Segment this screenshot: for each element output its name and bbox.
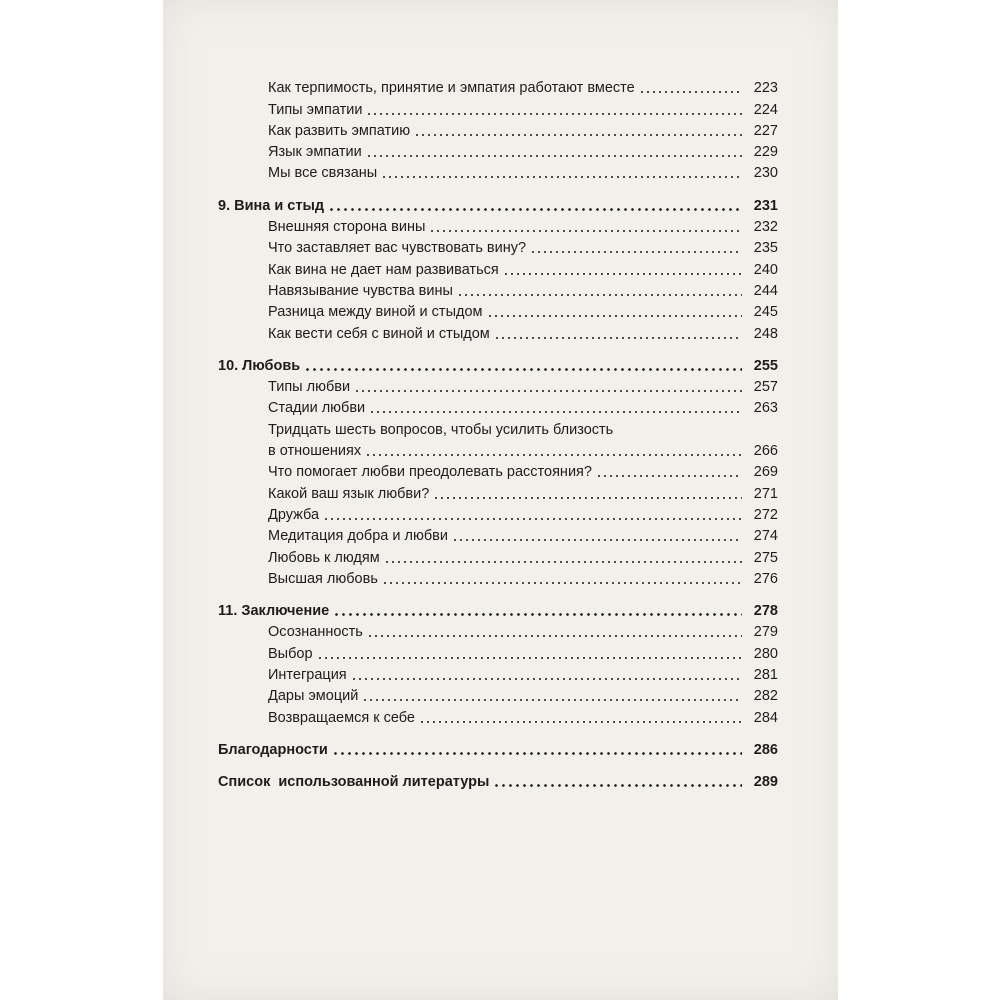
leader-dots xyxy=(384,561,742,563)
toc-entry-page: 279 xyxy=(753,624,778,641)
toc-entry-page: 240 xyxy=(753,261,778,278)
toc-entry-title: Как вести себя с виной и стыдом xyxy=(268,325,490,342)
toc-entry-page: 244 xyxy=(753,282,778,299)
leader-dots xyxy=(493,784,742,787)
toc-entry xyxy=(218,620,778,641)
leader-dots xyxy=(351,678,742,680)
leader-dots xyxy=(304,368,742,371)
toc-entry-page: 272 xyxy=(753,506,778,523)
toc-entry xyxy=(218,161,778,182)
toc-entry-title: Как терпимость, принятие и эмпатия работают вместе xyxy=(268,80,635,97)
toc-chapter xyxy=(218,738,778,759)
chapter-title: Список использованной литературы xyxy=(218,774,490,791)
toc-entry xyxy=(218,439,778,460)
toc-entry-page: 282 xyxy=(753,688,778,705)
toc-entry-page: 257 xyxy=(753,379,778,396)
toc-entry xyxy=(218,76,778,97)
toc-chapter xyxy=(218,770,778,791)
toc-entry-title: Дары эмоций xyxy=(268,688,359,705)
leader-dots xyxy=(366,113,742,115)
toc-entry xyxy=(218,545,778,566)
toc-entry-title: Внешняя сторона вины xyxy=(268,219,426,236)
toc-entry-title: Интеграция xyxy=(268,667,347,684)
toc-entry-title: Любовь к людям xyxy=(268,549,380,566)
chapter-title: Благодарности xyxy=(218,741,328,758)
leader-dots xyxy=(369,411,742,413)
toc-entry-page: 229 xyxy=(753,144,778,161)
toc-entry-page: 263 xyxy=(753,400,778,417)
toc-entry xyxy=(218,481,778,502)
leader-dots xyxy=(366,155,742,157)
leader-dots xyxy=(367,635,742,637)
toc-entry-page: 230 xyxy=(753,165,778,182)
toc-entry-page: 281 xyxy=(753,667,778,684)
leader-dots xyxy=(382,582,742,584)
leader-dots xyxy=(530,251,742,253)
chapter-page: 231 xyxy=(753,197,778,214)
leader-dots xyxy=(494,337,742,339)
toc-entry xyxy=(218,321,778,342)
toc-entry-title: Какой ваш язык любви? xyxy=(268,485,430,502)
toc-entry-page: 276 xyxy=(753,570,778,587)
toc-entry-title: Высшая любовь xyxy=(268,570,378,587)
toc-entry xyxy=(218,215,778,236)
toc-chapter xyxy=(218,599,778,620)
toc-entry xyxy=(218,705,778,726)
toc-entry-title: Дружба xyxy=(268,506,320,523)
toc-entry-title: Что заставляет вас чувствовать вину? xyxy=(268,240,527,257)
toc-entry-page: 275 xyxy=(753,549,778,566)
chapter-page: 278 xyxy=(753,603,778,620)
leader-dots xyxy=(429,230,742,232)
toc-entry-title: Типы любви xyxy=(268,379,351,396)
toc-entry xyxy=(218,140,778,161)
toc-entry-title: Как вина не дает нам развиваться xyxy=(268,261,499,278)
toc-entry-title: Навязывание чувства вины xyxy=(268,282,453,299)
chapter-page: 286 xyxy=(753,741,778,758)
toc-chapter xyxy=(218,193,778,214)
toc-entry-page: 269 xyxy=(753,464,778,481)
toc-entry-title: Возвращаемся к себе xyxy=(268,709,415,726)
leader-dots xyxy=(381,176,742,178)
leader-dots xyxy=(365,454,742,456)
toc-entry xyxy=(218,503,778,524)
chapter-title: 10. Любовь xyxy=(218,357,301,374)
toc-chapter xyxy=(218,354,778,375)
toc-entry-page: 266 xyxy=(753,443,778,460)
leader-dots xyxy=(596,475,742,477)
toc-entry-title: Медитация добра и любви xyxy=(268,528,448,545)
toc-entry-title: Как развить эмпатию xyxy=(268,122,411,139)
leader-dots xyxy=(433,497,742,499)
toc-entry-title-line1: Тридцать шесть вопросов, чтобы усилить близость xyxy=(268,421,614,438)
toc-entry xyxy=(218,684,778,705)
leader-dots xyxy=(323,518,742,520)
leader-dots xyxy=(503,273,742,275)
toc-entry xyxy=(218,97,778,118)
toc-entry-page: 224 xyxy=(753,101,778,118)
toc-entry-page: 227 xyxy=(753,122,778,139)
toc-entry-page: 223 xyxy=(753,80,778,97)
leader-dots xyxy=(333,613,742,616)
toc-entry xyxy=(218,396,778,417)
toc-entry-page: 232 xyxy=(753,219,778,236)
toc-entry xyxy=(218,279,778,300)
toc-entry xyxy=(218,663,778,684)
leader-dots xyxy=(332,752,742,755)
chapter-title: 9. Вина и стыд xyxy=(218,197,325,214)
chapter-title: 11. Заключение xyxy=(218,603,330,620)
toc-entry-page: 248 xyxy=(753,325,778,342)
toc-entry-title: Мы все связаны xyxy=(268,165,378,182)
toc-entry xyxy=(218,641,778,662)
toc-entry-title: Осознанность xyxy=(268,624,363,641)
toc-entry-page: 245 xyxy=(753,304,778,321)
leader-dots xyxy=(452,539,742,541)
toc-entry xyxy=(218,257,778,278)
toc-entry-title: в отношениях xyxy=(268,443,362,460)
toc-entry xyxy=(218,460,778,481)
toc-entry-page: 271 xyxy=(753,485,778,502)
toc-entry-page: 280 xyxy=(753,645,778,662)
leader-dots xyxy=(328,208,742,211)
toc-entry xyxy=(218,236,778,257)
leader-dots xyxy=(639,91,742,93)
toc-entry xyxy=(218,300,778,321)
leader-dots xyxy=(317,657,742,659)
toc-entry-title: Типы эмпатии xyxy=(268,101,363,118)
toc-entry-page: 274 xyxy=(753,528,778,545)
chapter-page: 289 xyxy=(753,774,778,791)
leader-dots xyxy=(457,294,742,296)
chapter-page: 255 xyxy=(753,357,778,374)
toc-entry-title: Разница между виной и стыдом xyxy=(268,304,483,321)
toc-entry-title: Выбор xyxy=(268,645,313,662)
toc-entry xyxy=(218,567,778,588)
leader-dots xyxy=(487,315,743,317)
leader-dots xyxy=(354,390,742,392)
leader-dots xyxy=(419,721,742,723)
toc-entry-title: Стадии любви xyxy=(268,400,366,417)
toc-entry-title: Что помогает любви преодолевать расстояния? xyxy=(268,464,592,481)
table-of-contents xyxy=(218,76,778,791)
leader-dots xyxy=(362,699,742,701)
toc-entry xyxy=(218,524,778,545)
toc-entry xyxy=(218,119,778,140)
toc-entry-page: 235 xyxy=(753,240,778,257)
toc-entry xyxy=(218,375,778,396)
toc-entry-page: 284 xyxy=(753,709,778,726)
toc-entry-title: Язык эмпатии xyxy=(268,144,362,161)
leader-dots xyxy=(414,134,742,136)
